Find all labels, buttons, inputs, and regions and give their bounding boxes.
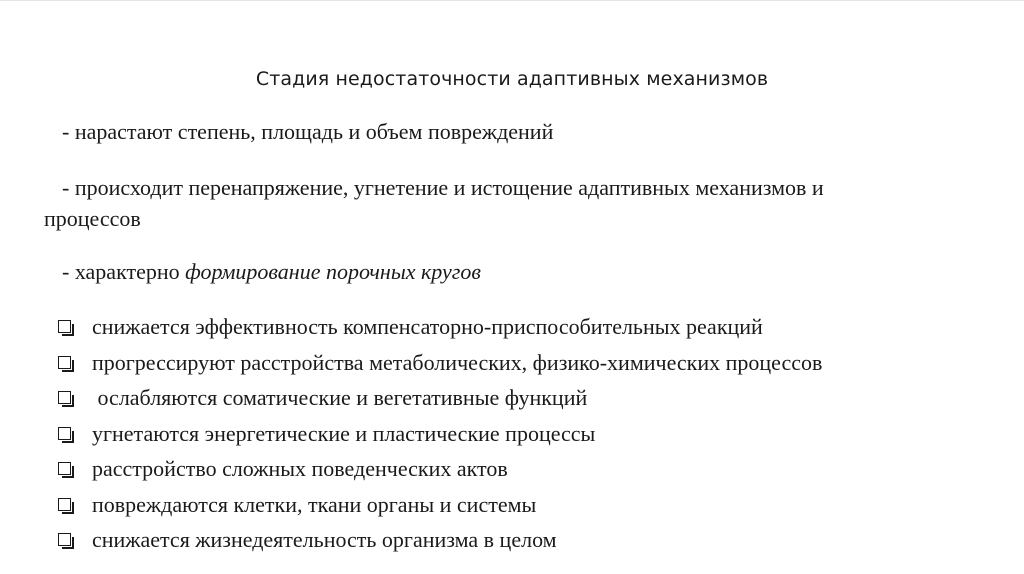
list-item-text: ослабляются соматические и вегетативные функций — [92, 385, 588, 410]
list-item — [58, 487, 822, 523]
paragraph-damage — [44, 116, 984, 147]
list-item — [58, 345, 822, 381]
list-item — [58, 380, 822, 416]
paragraph-vicious-circles-line — [44, 256, 984, 287]
checkbox-icon — [58, 462, 71, 475]
list-item-text: повреждаются клетки, ткани органы и системы — [92, 491, 537, 517]
paragraph-overstrain-line1: - происходит перенапряжение, угнетение и истощение адаптивных механизмов и — [62, 175, 824, 200]
list-item — [58, 451, 822, 487]
checkbox-icon — [58, 356, 71, 369]
top-divider — [0, 0, 1024, 1]
list-item-text: снижается эффективность компенсаторно-приспособительных реакций — [92, 314, 763, 339]
checkbox-icon — [58, 427, 71, 440]
checklist — [58, 309, 822, 558]
list-item — [58, 309, 822, 345]
paragraph-vicious-circles-prefix: - характерно — [62, 259, 186, 284]
paragraph-overstrain — [44, 172, 984, 234]
paragraph-vicious-circles — [44, 256, 984, 287]
checkbox-icon — [58, 533, 71, 546]
list-item — [58, 416, 822, 452]
checkbox-icon — [58, 391, 71, 404]
checkbox-icon — [58, 320, 71, 333]
paragraph-vicious-circles-emphasis: формирование порочных кругов — [185, 259, 481, 284]
list-item-text: снижается жизнедеятельность организма в целом — [92, 527, 557, 552]
slide-title: Стадия недостаточности адаптивных механизмов — [255, 68, 769, 90]
list-item-text: прогрессируют расстройства метаболических, физико-химических процессов — [92, 349, 823, 375]
checkbox-icon — [58, 498, 71, 511]
list-item — [58, 522, 822, 558]
list-item-text: расстройство сложных поведенческих актов — [92, 456, 508, 481]
paragraph-overstrain-line2: процессов — [44, 206, 141, 231]
paragraph-damage-text: - нарастают степень, площадь и объем повреждений — [62, 119, 554, 144]
list-item-text: угнетаются энергетические и пластические процессы — [92, 420, 596, 446]
